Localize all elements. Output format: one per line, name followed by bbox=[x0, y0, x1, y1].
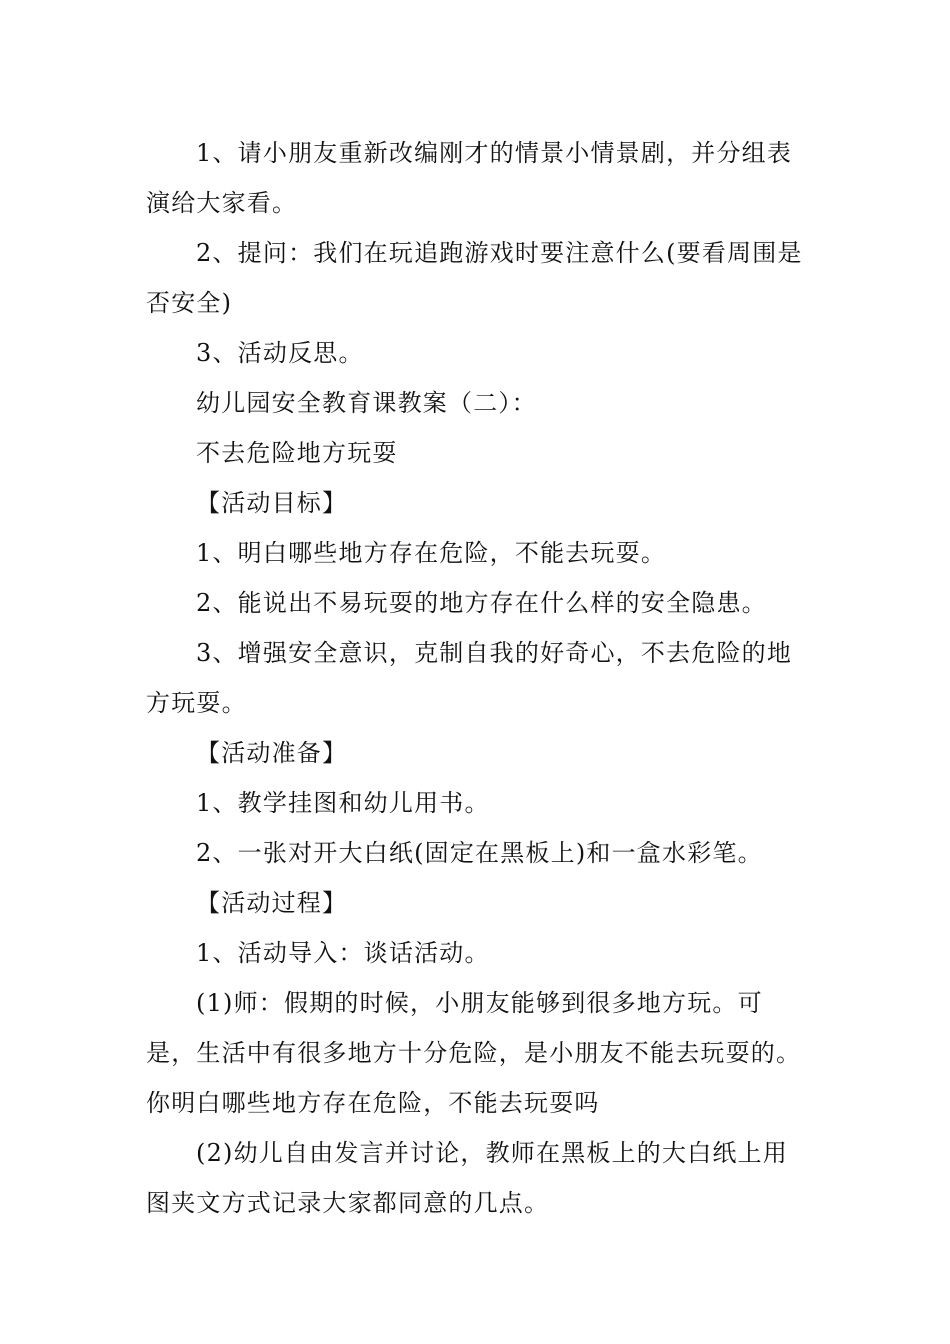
goal-item-3: 3、增强安全意识，克制自我的好奇心，不去危险的地方玩耍。 bbox=[146, 639, 793, 717]
process-subitem-1: (1)师：假期的时候，小朋友能够到很多地方玩。可是，生活中有很多地方十分危险，是小朋友不能去玩耍的。你明白哪些地方存在危险，不能去玩耍吗 bbox=[146, 989, 802, 1117]
section-heading-process: 【活动过程】 bbox=[196, 889, 348, 917]
goal-item-1: 1、明白哪些地方存在危险，不能去玩耍。 bbox=[196, 539, 667, 567]
process-subitem-2: (2)幼儿自由发言并讨论，教师在黑板上的大白纸上用图夹文方式记录大家都同意的几点。 bbox=[146, 1139, 788, 1217]
paragraph-reflection: 3、活动反思。 bbox=[196, 339, 364, 367]
paragraph-question: 2、提问：我们在玩追跑游戏时要注意什么(要看周围是否安全) bbox=[146, 239, 803, 317]
section-heading-preparation: 【活动准备】 bbox=[196, 739, 348, 767]
preparation-item-2: 2、一张对开大白纸(固定在黑板上)和一盒水彩笔。 bbox=[196, 839, 763, 867]
paragraph-retell-play: 1、请小朋友重新改编刚才的情景小情景剧，并分组表演给大家看。 bbox=[146, 139, 793, 217]
goal-item-2: 2、能说出不易玩耍的地方存在什么样的安全隐患。 bbox=[196, 589, 767, 617]
section-heading-goals: 【活动目标】 bbox=[196, 489, 348, 517]
lesson-title: 幼儿园安全教育课教案（二）： bbox=[196, 389, 537, 417]
preparation-item-1: 1、教学挂图和幼儿用书。 bbox=[196, 789, 490, 817]
lesson-subtitle: 不去危险地方玩耍 bbox=[196, 439, 398, 467]
document-body bbox=[146, 128, 806, 1228]
process-item-1: 1、活动导入：谈话活动。 bbox=[196, 939, 490, 967]
